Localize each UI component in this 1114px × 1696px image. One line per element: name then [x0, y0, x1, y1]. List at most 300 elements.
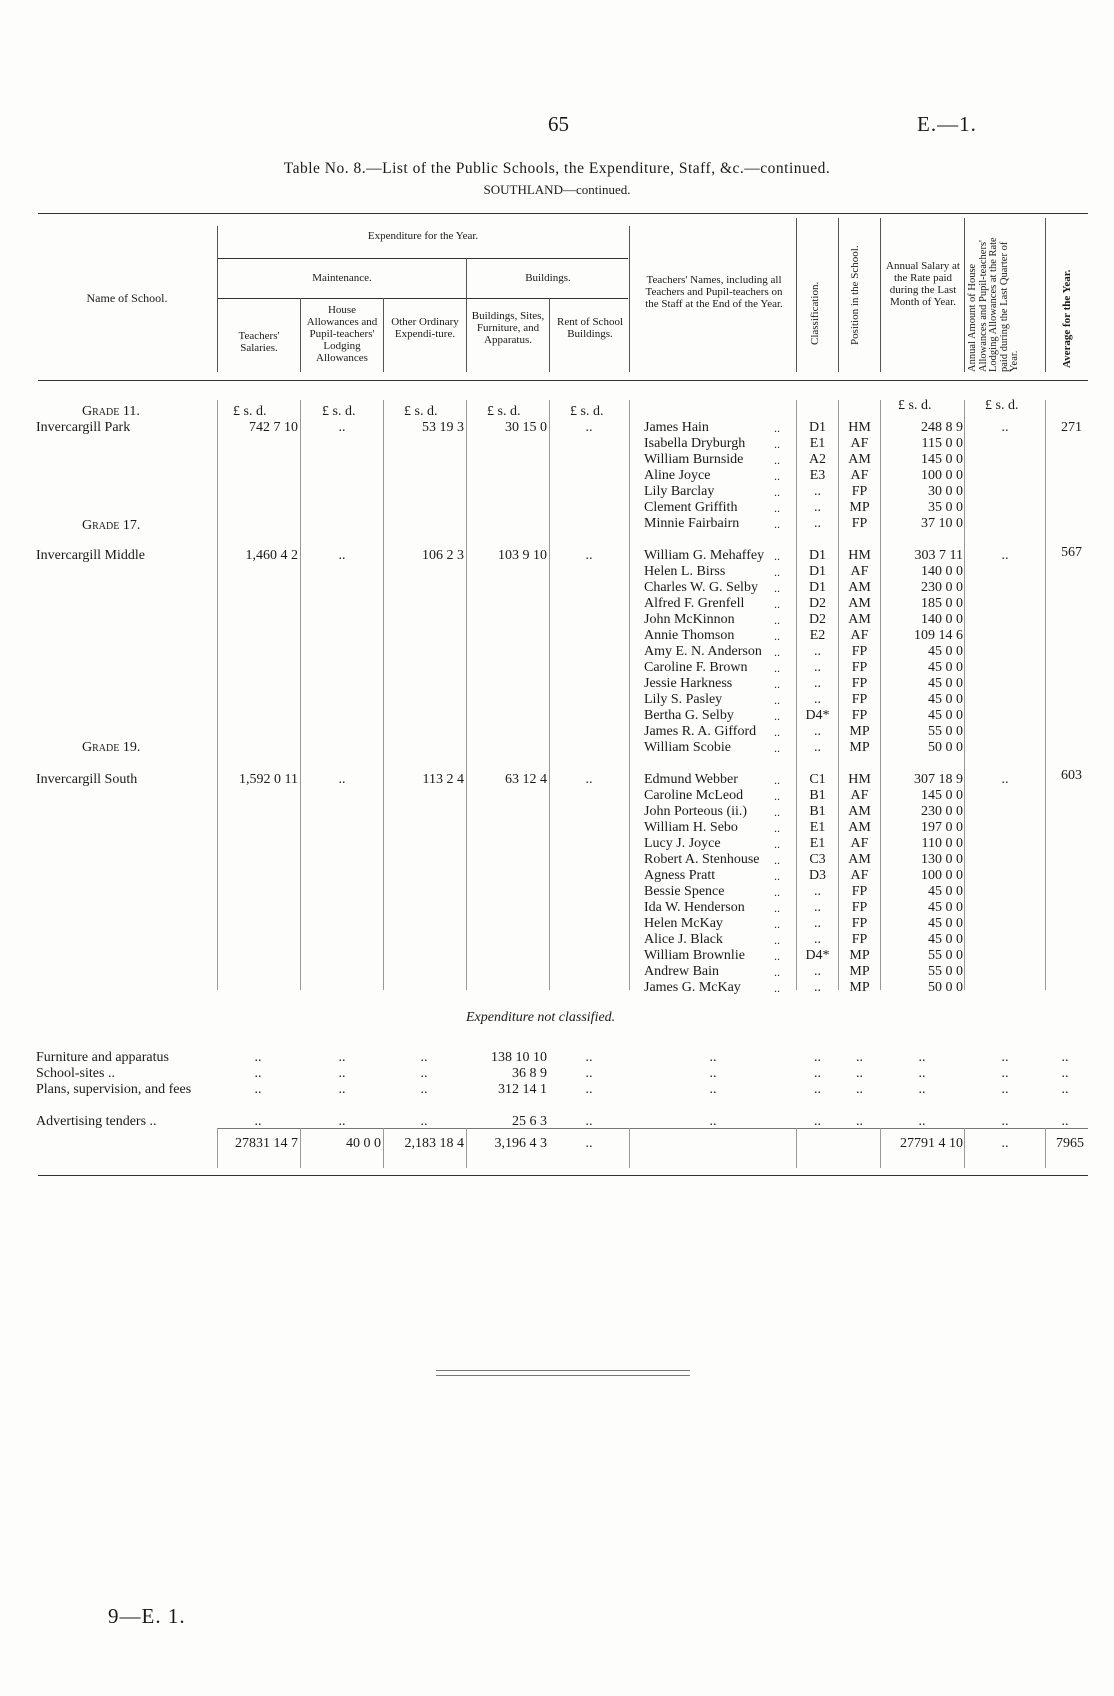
unit-amount: £ s. d. [985, 398, 1019, 413]
teacher-name: James R. A. Gifford [644, 724, 757, 739]
placeholder-value: .. [709, 1114, 717, 1129]
annual-amount-value: .. [1001, 772, 1009, 787]
teacher-name: Amy E. N. Anderson [644, 644, 762, 659]
leader-dots: .. [774, 501, 780, 515]
placeholder-value: .. [420, 1066, 428, 1081]
other-ordinary-value: 53 19 3 [422, 420, 464, 435]
placeholder-value: .. [585, 1082, 593, 1097]
buildings-value: 103 9 10 [498, 548, 547, 563]
position-value: AM [848, 852, 871, 867]
teacher-name: Isabella Dryburgh [644, 436, 746, 451]
placeholder-value: .. [585, 1114, 593, 1129]
school-name: Invercargill Park [36, 420, 131, 435]
leader-dots: .. [774, 677, 780, 691]
classification-value: E3 [809, 468, 826, 483]
subheader-rule [218, 298, 628, 299]
teacher-name: James G. McKay [644, 980, 741, 995]
classification-value: D2 [808, 596, 827, 611]
position-value: AF [850, 436, 869, 451]
placeholder-value: .. [709, 1066, 717, 1081]
placeholder-value: .. [585, 1066, 593, 1081]
teacher-name: Annie Thomson [644, 628, 735, 643]
classification-value: D3 [808, 868, 827, 883]
unit-rent: £ s. d. [570, 404, 604, 419]
placeholder-value: .. [1061, 1066, 1069, 1081]
placeholder-value: .. [1061, 1082, 1069, 1097]
placeholder-value: .. [918, 1082, 926, 1097]
classification-value: .. [814, 676, 821, 691]
annual-salary-value: 45 0 0 [928, 692, 963, 707]
totals-col-line [300, 1128, 301, 1168]
placeholder-value: .. [338, 1066, 346, 1081]
unit-teachers: £ s. d. [233, 404, 267, 419]
school-name: Invercargill South [36, 772, 138, 787]
buildings-value: 63 12 4 [505, 772, 547, 787]
leader-dots: .. [774, 421, 780, 435]
placeholder-value: .. [814, 1114, 821, 1129]
teacher-name: Agness Pratt [644, 868, 716, 883]
annual-salary-value: 307 18 9 [914, 772, 963, 787]
classification-value: E1 [809, 436, 826, 451]
totals-col-line [880, 1128, 881, 1168]
teacher-name: Caroline McLeod [644, 788, 744, 803]
classification-value: .. [814, 980, 821, 995]
classification-value: .. [814, 692, 821, 707]
col-line [383, 298, 384, 372]
annual-salary-value: 230 0 0 [921, 804, 963, 819]
leader-dots: .. [774, 613, 780, 627]
body-col-line [629, 400, 630, 990]
position-value: HM [848, 772, 871, 787]
position-value: AF [850, 564, 869, 579]
leader-dots: .. [774, 981, 780, 995]
not-classified-heading: Expenditure not classified. [466, 1010, 616, 1025]
position-value: FP [851, 932, 868, 947]
leader-dots: .. [774, 485, 780, 499]
average-value: 271 [1061, 420, 1082, 435]
position-value: AF [850, 628, 869, 643]
header-teachers-salaries: Teachers' Salaries. [238, 330, 280, 354]
position-value: MP [849, 980, 870, 995]
classification-value: .. [814, 500, 821, 515]
placeholder-value: .. [254, 1066, 262, 1081]
leader-dots: .. [774, 949, 780, 963]
placeholder-value: .. [918, 1066, 926, 1081]
position-value: MP [849, 740, 870, 755]
teacher-name: Minnie Fairbairn [644, 516, 740, 531]
annual-salary-value: 100 0 0 [921, 868, 963, 883]
placeholder-value: .. [1001, 1114, 1009, 1129]
teacher-name: Bessie Spence [644, 884, 725, 899]
classification-value: D1 [808, 564, 827, 579]
buildings-value: 25 6 3 [512, 1114, 547, 1129]
body-col-line [383, 400, 384, 990]
classification-value: E1 [809, 820, 826, 835]
annual-salary-value: 185 0 0 [921, 596, 963, 611]
placeholder-value: .. [338, 1082, 346, 1097]
teacher-name: John McKinnon [644, 612, 735, 627]
classification-value: .. [814, 964, 821, 979]
body-col-line [300, 400, 301, 990]
placeholder-value: .. [856, 1050, 863, 1065]
classification-value: .. [814, 484, 821, 499]
house-allowances-value: .. [338, 420, 346, 435]
placeholder-value: .. [1061, 1050, 1069, 1065]
expense-label: Furniture and apparatus [36, 1050, 169, 1065]
placeholder-value: .. [254, 1082, 262, 1097]
teacher-name: Helen McKay [644, 916, 723, 931]
table-bottom-rule [38, 1175, 1088, 1176]
position-value: FP [851, 708, 868, 723]
classification-value: .. [814, 916, 821, 931]
annual-salary-value: 45 0 0 [928, 708, 963, 723]
teacher-name: Jessie Harkness [644, 676, 733, 691]
totals-top-rule [217, 1128, 1088, 1129]
classification-value: .. [814, 884, 821, 899]
position-value: AM [848, 820, 871, 835]
leader-dots: .. [774, 453, 780, 467]
position-value: AM [848, 596, 871, 611]
teacher-name: Edmund Webber [644, 772, 738, 787]
leader-dots: .. [774, 693, 780, 707]
leader-dots: .. [774, 965, 780, 979]
placeholder-value: .. [420, 1082, 428, 1097]
classification-value: D1 [808, 548, 827, 563]
leader-dots: .. [774, 469, 780, 483]
leader-dots: .. [774, 837, 780, 851]
other-ordinary-value: 106 2 3 [422, 548, 464, 563]
other-ordinary-value: 113 2 4 [422, 772, 464, 787]
printers-rule [436, 1375, 690, 1376]
header-buildings-sites: Buildings, Sites, Furniture, and Apparatus. [471, 310, 545, 346]
col-line [964, 218, 965, 372]
teachers-salaries-value: 1,592 0 11 [239, 772, 298, 787]
leader-dots: .. [774, 645, 780, 659]
school-name: Invercargill Middle [36, 548, 145, 563]
body-col-line [964, 400, 965, 990]
annual-salary-value: 303 7 11 [914, 548, 963, 563]
classification-value: D1 [808, 580, 827, 595]
position-value: AF [850, 788, 869, 803]
annual-salary-value: 248 8 9 [921, 420, 963, 435]
page-footer: 9—E. 1. [108, 1604, 186, 1628]
average-value: 567 [1061, 545, 1082, 560]
page-reference: E.—1. [917, 112, 977, 136]
total-teachers-salaries: 27831 14 7 [235, 1136, 298, 1151]
teacher-name: Helen L. Birss [644, 564, 726, 579]
col-line [217, 226, 218, 372]
school-grade: Grade 17. [82, 518, 141, 533]
annual-salary-value: 55 0 0 [928, 948, 963, 963]
unit-salary: £ s. d. [898, 398, 932, 413]
teacher-name: William Brownlie [644, 948, 745, 963]
annual-salary-value: 50 0 0 [928, 980, 963, 995]
annual-salary-value: 45 0 0 [928, 644, 963, 659]
annual-salary-value: 197 0 0 [921, 820, 963, 835]
annual-salary-value: 145 0 0 [921, 452, 963, 467]
table-subtitle: SOUTHLAND—continued. [483, 182, 631, 197]
expense-label: Advertising tenders .. [36, 1114, 157, 1129]
classification-value: E2 [809, 628, 826, 643]
annual-salary-value: 45 0 0 [928, 676, 963, 691]
col-line [1045, 218, 1046, 372]
placeholder-value: .. [856, 1082, 863, 1097]
placeholder-value: .. [814, 1082, 821, 1097]
unit-buildings: £ s. d. [487, 404, 521, 419]
classification-value: .. [814, 644, 821, 659]
leader-dots: .. [774, 933, 780, 947]
teacher-name: Aline Joyce [644, 468, 711, 483]
placeholder-value: .. [254, 1050, 262, 1065]
placeholder-value: .. [814, 1050, 821, 1065]
body-col-line [549, 400, 550, 990]
annual-salary-value: 110 0 0 [921, 836, 963, 851]
position-value: MP [849, 500, 870, 515]
classification-value: .. [814, 724, 821, 739]
annual-salary-value: 140 0 0 [921, 612, 963, 627]
classification-value: E1 [809, 836, 826, 851]
teacher-name: William Scobie [644, 740, 731, 755]
classification-value: D4* [805, 708, 830, 723]
position-value: FP [851, 660, 868, 675]
annual-salary-value: 45 0 0 [928, 916, 963, 931]
leader-dots: .. [774, 565, 780, 579]
annual-salary-value: 45 0 0 [928, 932, 963, 947]
position-value: AF [850, 868, 869, 883]
classification-value: .. [814, 740, 821, 755]
teacher-name: Robert A. Stenhouse [644, 852, 760, 867]
school-grade: Grade 11. [82, 404, 140, 419]
annual-amount-value: .. [1001, 548, 1009, 563]
col-line [300, 298, 301, 372]
position-value: HM [848, 548, 871, 563]
teacher-name: Caroline F. Brown [644, 660, 748, 675]
teacher-name: William Burnside [644, 452, 744, 467]
totals-col-line [796, 1128, 797, 1168]
position-value: FP [851, 676, 868, 691]
position-value: FP [851, 900, 868, 915]
expense-label: Plans, supervision, and fees [36, 1082, 192, 1097]
leader-dots: .. [774, 869, 780, 883]
classification-value: C1 [809, 772, 826, 787]
annual-salary-value: 37 10 0 [921, 516, 963, 531]
classification-value: B1 [809, 804, 826, 819]
placeholder-value: .. [254, 1114, 262, 1129]
annual-salary-value: 55 0 0 [928, 964, 963, 979]
position-value: MP [849, 964, 870, 979]
printers-rule [436, 1370, 690, 1371]
leader-dots: .. [774, 901, 780, 915]
annual-salary-value: 30 0 0 [928, 484, 963, 499]
teacher-name: Lucy J. Joyce [644, 836, 721, 851]
total-rent: .. [585, 1136, 593, 1151]
average-value: 603 [1061, 768, 1082, 783]
annual-salary-value: 45 0 0 [928, 660, 963, 675]
rent-value: .. [585, 772, 593, 787]
placeholder-value: .. [814, 1066, 821, 1081]
teacher-name: William H. Sebo [644, 820, 738, 835]
placeholder-value: .. [338, 1050, 346, 1065]
header-other-ordinary: Other Ordinary Expendi-ture. [391, 316, 459, 340]
header-teachers-names: Teachers' Names, including all Teachers and Pupil-teachers on the Staff at the End of the Year. [645, 274, 783, 310]
classification-value: A2 [808, 452, 827, 467]
leader-dots: .. [774, 853, 780, 867]
leader-dots: .. [774, 629, 780, 643]
leader-dots: .. [774, 709, 780, 723]
classification-value: B1 [809, 788, 826, 803]
unit-house: £ s. d. [322, 404, 356, 419]
placeholder-value: .. [1001, 1050, 1009, 1065]
school-grade: Grade 19. [82, 740, 141, 755]
placeholder-value: .. [856, 1066, 863, 1081]
totals-col-line [383, 1128, 384, 1168]
placeholder-value: .. [856, 1114, 863, 1129]
leader-dots: .. [774, 725, 780, 739]
header-annual-salary: Annual Salary at the Rate paid during the Last Month of Year. [886, 260, 960, 308]
body-col-line [217, 400, 218, 990]
position-value: AM [848, 580, 871, 595]
total-average: 7965 [1056, 1136, 1084, 1151]
house-allowances-value: .. [338, 548, 346, 563]
rent-value: .. [585, 548, 593, 563]
position-value: AF [850, 468, 869, 483]
teacher-name: Alice J. Black [644, 932, 723, 947]
placeholder-value: .. [585, 1050, 593, 1065]
leader-dots: .. [774, 581, 780, 595]
leader-dots: .. [774, 821, 780, 835]
header-buildings: Buildings. [525, 272, 571, 284]
annual-salary-value: 100 0 0 [921, 468, 963, 483]
annual-salary-value: 55 0 0 [928, 724, 963, 739]
annual-salary-value: 35 0 0 [928, 500, 963, 515]
header-rent: Rent of School Buildings. [557, 316, 623, 340]
house-allowances-value: .. [338, 772, 346, 787]
totals-col-line [466, 1128, 467, 1168]
header-average: Average for the Year. [1061, 269, 1073, 368]
position-value: FP [851, 884, 868, 899]
total-house-allowances: 40 0 0 [346, 1136, 381, 1151]
header-expenditure: Expenditure for the Year. [367, 230, 479, 242]
placeholder-value: .. [1001, 1082, 1009, 1097]
classification-value: .. [814, 660, 821, 675]
leader-dots: .. [774, 437, 780, 451]
classification-value: .. [814, 932, 821, 947]
teacher-name: Alfred F. Grenfell [644, 596, 745, 611]
position-value: AM [848, 612, 871, 627]
maintenance-rule [218, 258, 628, 259]
position-value: FP [851, 644, 868, 659]
expense-label: School-sites .. [36, 1066, 115, 1081]
position-value: HM [848, 420, 871, 435]
totals-col-line [629, 1128, 630, 1168]
position-value: FP [851, 692, 868, 707]
classification-value: D1 [808, 420, 827, 435]
col-line [838, 218, 839, 372]
classification-value: D2 [808, 612, 827, 627]
buildings-value: 36 8 9 [512, 1066, 547, 1081]
teacher-name: Andrew Bain [644, 964, 720, 979]
col-line [796, 218, 797, 372]
teacher-name: James Hain [644, 420, 709, 435]
leader-dots: .. [774, 805, 780, 819]
position-value: AF [850, 836, 869, 851]
position-value: MP [849, 948, 870, 963]
teacher-name: Lily S. Pasley [644, 692, 723, 707]
annual-salary-value: 230 0 0 [921, 580, 963, 595]
annual-salary-value: 50 0 0 [928, 740, 963, 755]
buildings-value: 312 14 1 [498, 1082, 547, 1097]
unit-other: £ s. d. [404, 404, 438, 419]
placeholder-value: .. [1001, 1066, 1009, 1081]
annual-salary-value: 130 0 0 [921, 852, 963, 867]
page-number: 65 [548, 112, 569, 136]
body-col-line [466, 400, 467, 990]
leader-dots: .. [774, 597, 780, 611]
header-position: Position in the School. [849, 245, 861, 345]
buildings-value: 30 15 0 [505, 420, 547, 435]
col-line [549, 298, 550, 372]
total-other-ordinary: 2,183 18 4 [404, 1136, 464, 1151]
leader-dots: .. [774, 917, 780, 931]
table-title: Table No. 8.—List of the Public Schools, the Expenditure, Staff, &c.—continued. [283, 160, 831, 177]
teacher-name: Lily Barclay [644, 484, 715, 499]
total-buildings: 3,196 4 3 [494, 1136, 547, 1151]
leader-dots: .. [774, 789, 780, 803]
leader-dots: .. [774, 773, 780, 787]
annual-salary-value: 45 0 0 [928, 900, 963, 915]
teacher-name: John Porteous (ii.) [644, 804, 748, 819]
total-annual-amount: .. [1001, 1136, 1009, 1151]
classification-value: C3 [809, 852, 826, 867]
teachers-salaries-value: 1,460 4 2 [245, 548, 298, 563]
classification-value: .. [814, 900, 821, 915]
leader-dots: .. [774, 885, 780, 899]
placeholder-value: .. [918, 1114, 926, 1129]
annual-amount-value: .. [1001, 420, 1009, 435]
leader-dots: .. [774, 517, 780, 531]
position-value: FP [851, 516, 868, 531]
position-value: AM [848, 452, 871, 467]
annual-salary-value: 115 0 0 [921, 436, 963, 451]
position-value: AM [848, 804, 871, 819]
header-annual-amount: Annual Amount of House Allowances and Pupil-teachers' Lodging Allowances at the Rate paid during the Last Quarter of Year. [967, 237, 1020, 372]
classification-value: .. [814, 516, 821, 531]
total-annual-salary: 27791 4 10 [900, 1136, 963, 1151]
annual-salary-value: 45 0 0 [928, 884, 963, 899]
totals-col-line [217, 1128, 218, 1168]
leader-dots: .. [774, 741, 780, 755]
placeholder-value: .. [918, 1050, 926, 1065]
position-value: MP [849, 724, 870, 739]
placeholder-value: .. [420, 1050, 428, 1065]
placeholder-value: .. [420, 1114, 428, 1129]
header-bottom-rule [38, 380, 1088, 381]
buildings-value: 138 10 10 [491, 1050, 547, 1065]
table-top-rule [38, 213, 1088, 214]
header-house-allowances: House Allowances and Pupil-teachers' Lodging Allowances [306, 304, 378, 364]
placeholder-value: .. [709, 1050, 717, 1065]
teacher-name: Clement Griffith [644, 500, 738, 515]
totals-col-line [1045, 1128, 1046, 1168]
teacher-name: Ida W. Henderson [644, 900, 745, 915]
header-name-of-school: Name of School. [86, 291, 168, 305]
header-maintenance: Maintenance. [312, 272, 372, 284]
body-col-line [1045, 400, 1046, 990]
totals-col-line [964, 1128, 965, 1168]
col-line [880, 218, 881, 372]
teacher-name: Charles W. G. Selby [644, 580, 758, 595]
teachers-salaries-value: 742 7 10 [249, 420, 298, 435]
